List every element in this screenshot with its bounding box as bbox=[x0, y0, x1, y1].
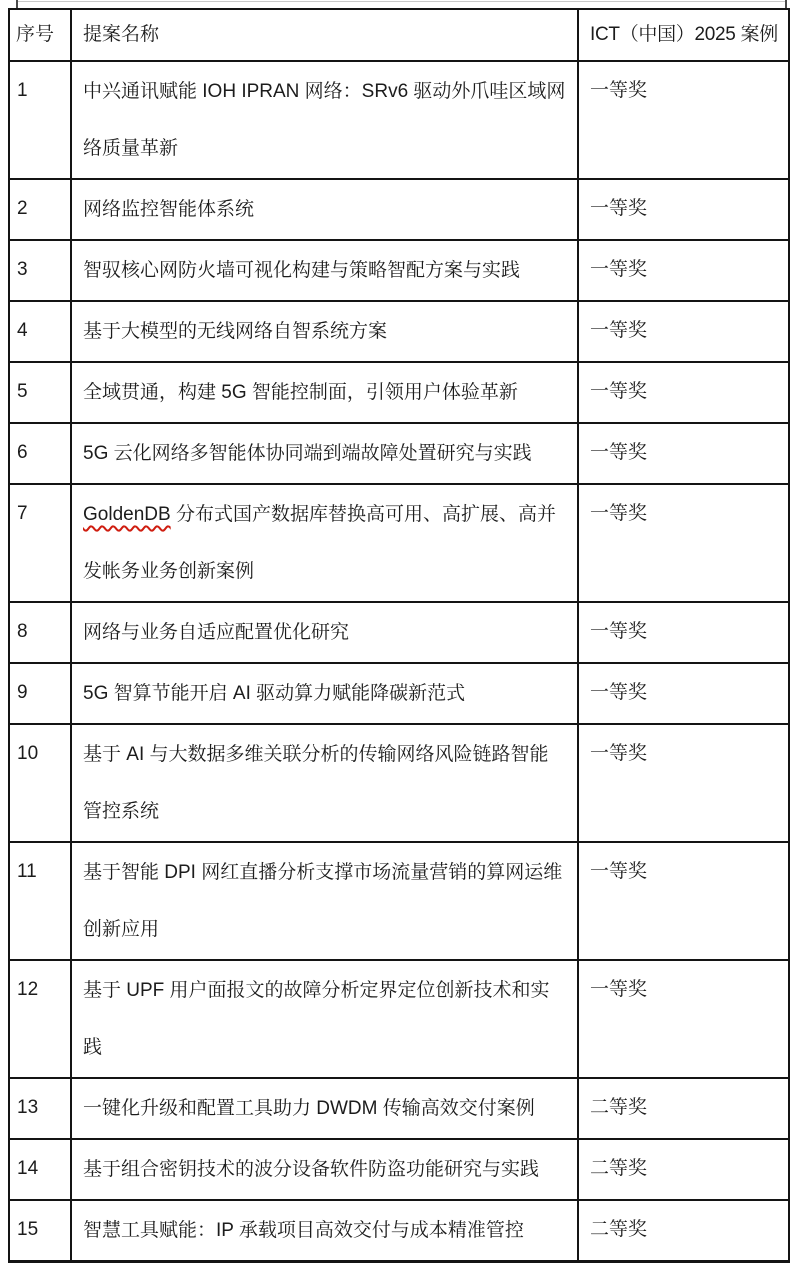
proposal-title-text: 基于 UPF 用户面报文的故障分析定界定位创新技术和实践 bbox=[83, 980, 550, 1058]
proposal-title-cell bbox=[71, 362, 578, 423]
award-cell: 一等奖 bbox=[578, 602, 789, 663]
row-number-cell: 12 bbox=[9, 960, 71, 1078]
table-row bbox=[9, 179, 789, 240]
proposal-title-text: 基于智能 DPI 网红直播分析支撑市场流量营销的算网运维创新应用 bbox=[83, 862, 563, 940]
proposal-title-cell bbox=[71, 1139, 578, 1200]
row-number-cell: 8 bbox=[9, 602, 71, 663]
proposal-title-cell bbox=[71, 1200, 578, 1262]
row-number-cell: 1 bbox=[9, 61, 71, 179]
table-row bbox=[9, 240, 789, 301]
row-number-cell: 9 bbox=[9, 663, 71, 724]
proposal-title-text: 中兴通讯赋能 IOH IPRAN 网络：SRv6 驱动外爪哇区域网络质量革新 bbox=[83, 81, 566, 159]
proposal-title-cell bbox=[71, 484, 578, 602]
proposal-title-cell bbox=[71, 663, 578, 724]
awards-table bbox=[8, 8, 790, 1263]
proposal-title-cell bbox=[71, 602, 578, 663]
row-number-cell: 5 bbox=[9, 362, 71, 423]
table-row bbox=[9, 1078, 789, 1139]
award-cell: 二等奖 bbox=[578, 1139, 789, 1200]
row-number-cell: 14 bbox=[9, 1139, 71, 1200]
table-row bbox=[9, 663, 789, 724]
proposal-title-cell bbox=[71, 1078, 578, 1139]
table-row bbox=[9, 484, 789, 602]
proposal-title-cell bbox=[71, 240, 578, 301]
proposal-title-text: 5G 智算节能开启 AI 驱动算力赋能降碳新范式 bbox=[83, 683, 466, 704]
proposal-title-cell bbox=[71, 960, 578, 1078]
column-header-no: 序号 bbox=[9, 9, 71, 61]
award-cell: 一等奖 bbox=[578, 61, 789, 179]
award-cell: 一等奖 bbox=[578, 423, 789, 484]
proposal-title-text: 一键化升级和配置工具助力 DWDM 传输高效交付案例 bbox=[83, 1098, 535, 1119]
row-number-cell: 10 bbox=[9, 724, 71, 842]
column-header-award: ICT（中国）2025 案例 bbox=[578, 9, 789, 61]
proposal-title-cell bbox=[71, 179, 578, 240]
proposal-title-text: 5G 云化网络多智能体协同端到端故障处置研究与实践 bbox=[83, 443, 532, 464]
row-number-cell: 13 bbox=[9, 1078, 71, 1139]
awards-table-header bbox=[9, 9, 789, 61]
column-header-title: 提案名称 bbox=[71, 9, 578, 61]
proposal-title-text: 智慧工具赋能：IP 承载项目高效交付与成本精准管控 bbox=[83, 1220, 524, 1241]
award-cell: 二等奖 bbox=[578, 1200, 789, 1262]
row-number-cell: 4 bbox=[9, 301, 71, 362]
award-cell: 一等奖 bbox=[578, 663, 789, 724]
row-number-cell: 15 bbox=[9, 1200, 71, 1262]
proposal-title-text: 基于大模型的无线网络自智系统方案 bbox=[83, 321, 388, 342]
award-cell: 一等奖 bbox=[578, 724, 789, 842]
award-cell: 一等奖 bbox=[578, 842, 789, 960]
award-cell: 一等奖 bbox=[578, 362, 789, 423]
award-cell: 一等奖 bbox=[578, 179, 789, 240]
table-row bbox=[9, 423, 789, 484]
row-number-cell: 6 bbox=[9, 423, 71, 484]
proposal-title-cell bbox=[71, 61, 578, 179]
table-row bbox=[9, 362, 789, 423]
proposal-title-cell bbox=[71, 423, 578, 484]
table-row bbox=[9, 301, 789, 362]
table-row bbox=[9, 1139, 789, 1200]
award-cell: 一等奖 bbox=[578, 960, 789, 1078]
row-number-cell: 7 bbox=[9, 484, 71, 602]
proposal-title-misspelled-word: GoldenDB bbox=[83, 504, 171, 525]
proposal-title-cell bbox=[71, 842, 578, 960]
table-row bbox=[9, 61, 789, 179]
row-number-cell: 3 bbox=[9, 240, 71, 301]
award-cell: 一等奖 bbox=[578, 240, 789, 301]
award-cell: 二等奖 bbox=[578, 1078, 789, 1139]
table-row bbox=[9, 1200, 789, 1262]
table-row bbox=[9, 724, 789, 842]
award-cell: 一等奖 bbox=[578, 301, 789, 362]
row-number-cell: 2 bbox=[9, 179, 71, 240]
proposal-title-text: 基于 AI 与大数据多维关联分析的传输网络风险链路智能管控系统 bbox=[83, 744, 549, 822]
table-row bbox=[9, 602, 789, 663]
award-cell: 一等奖 bbox=[578, 484, 789, 602]
table-row bbox=[9, 842, 789, 960]
proposal-title-text: 网络与业务自适应配置优化研究 bbox=[83, 622, 350, 643]
proposal-title-cell bbox=[71, 724, 578, 842]
proposal-title-cell bbox=[71, 301, 578, 362]
row-number-cell: 11 bbox=[9, 842, 71, 960]
proposal-title-text: 智驭核心网防火墙可视化构建与策略智配方案与实践 bbox=[83, 260, 521, 281]
proposal-title-text: 全域贯通，构建 5G 智能控制面，引领用户体验革新 bbox=[83, 382, 518, 403]
proposal-title-text: 分布式国产数据库替换高可用、高扩展、高并发帐务业务创新案例 bbox=[83, 504, 556, 582]
proposal-title-text: 网络监控智能体系统 bbox=[83, 199, 255, 220]
awards-table-body bbox=[9, 61, 789, 1262]
header-row bbox=[9, 9, 789, 61]
proposal-title-text: 基于组合密钥技术的波分设备软件防盗功能研究与实践 bbox=[83, 1159, 540, 1180]
cropped-table-rule-above bbox=[17, 1, 787, 2]
table-row bbox=[9, 960, 789, 1078]
